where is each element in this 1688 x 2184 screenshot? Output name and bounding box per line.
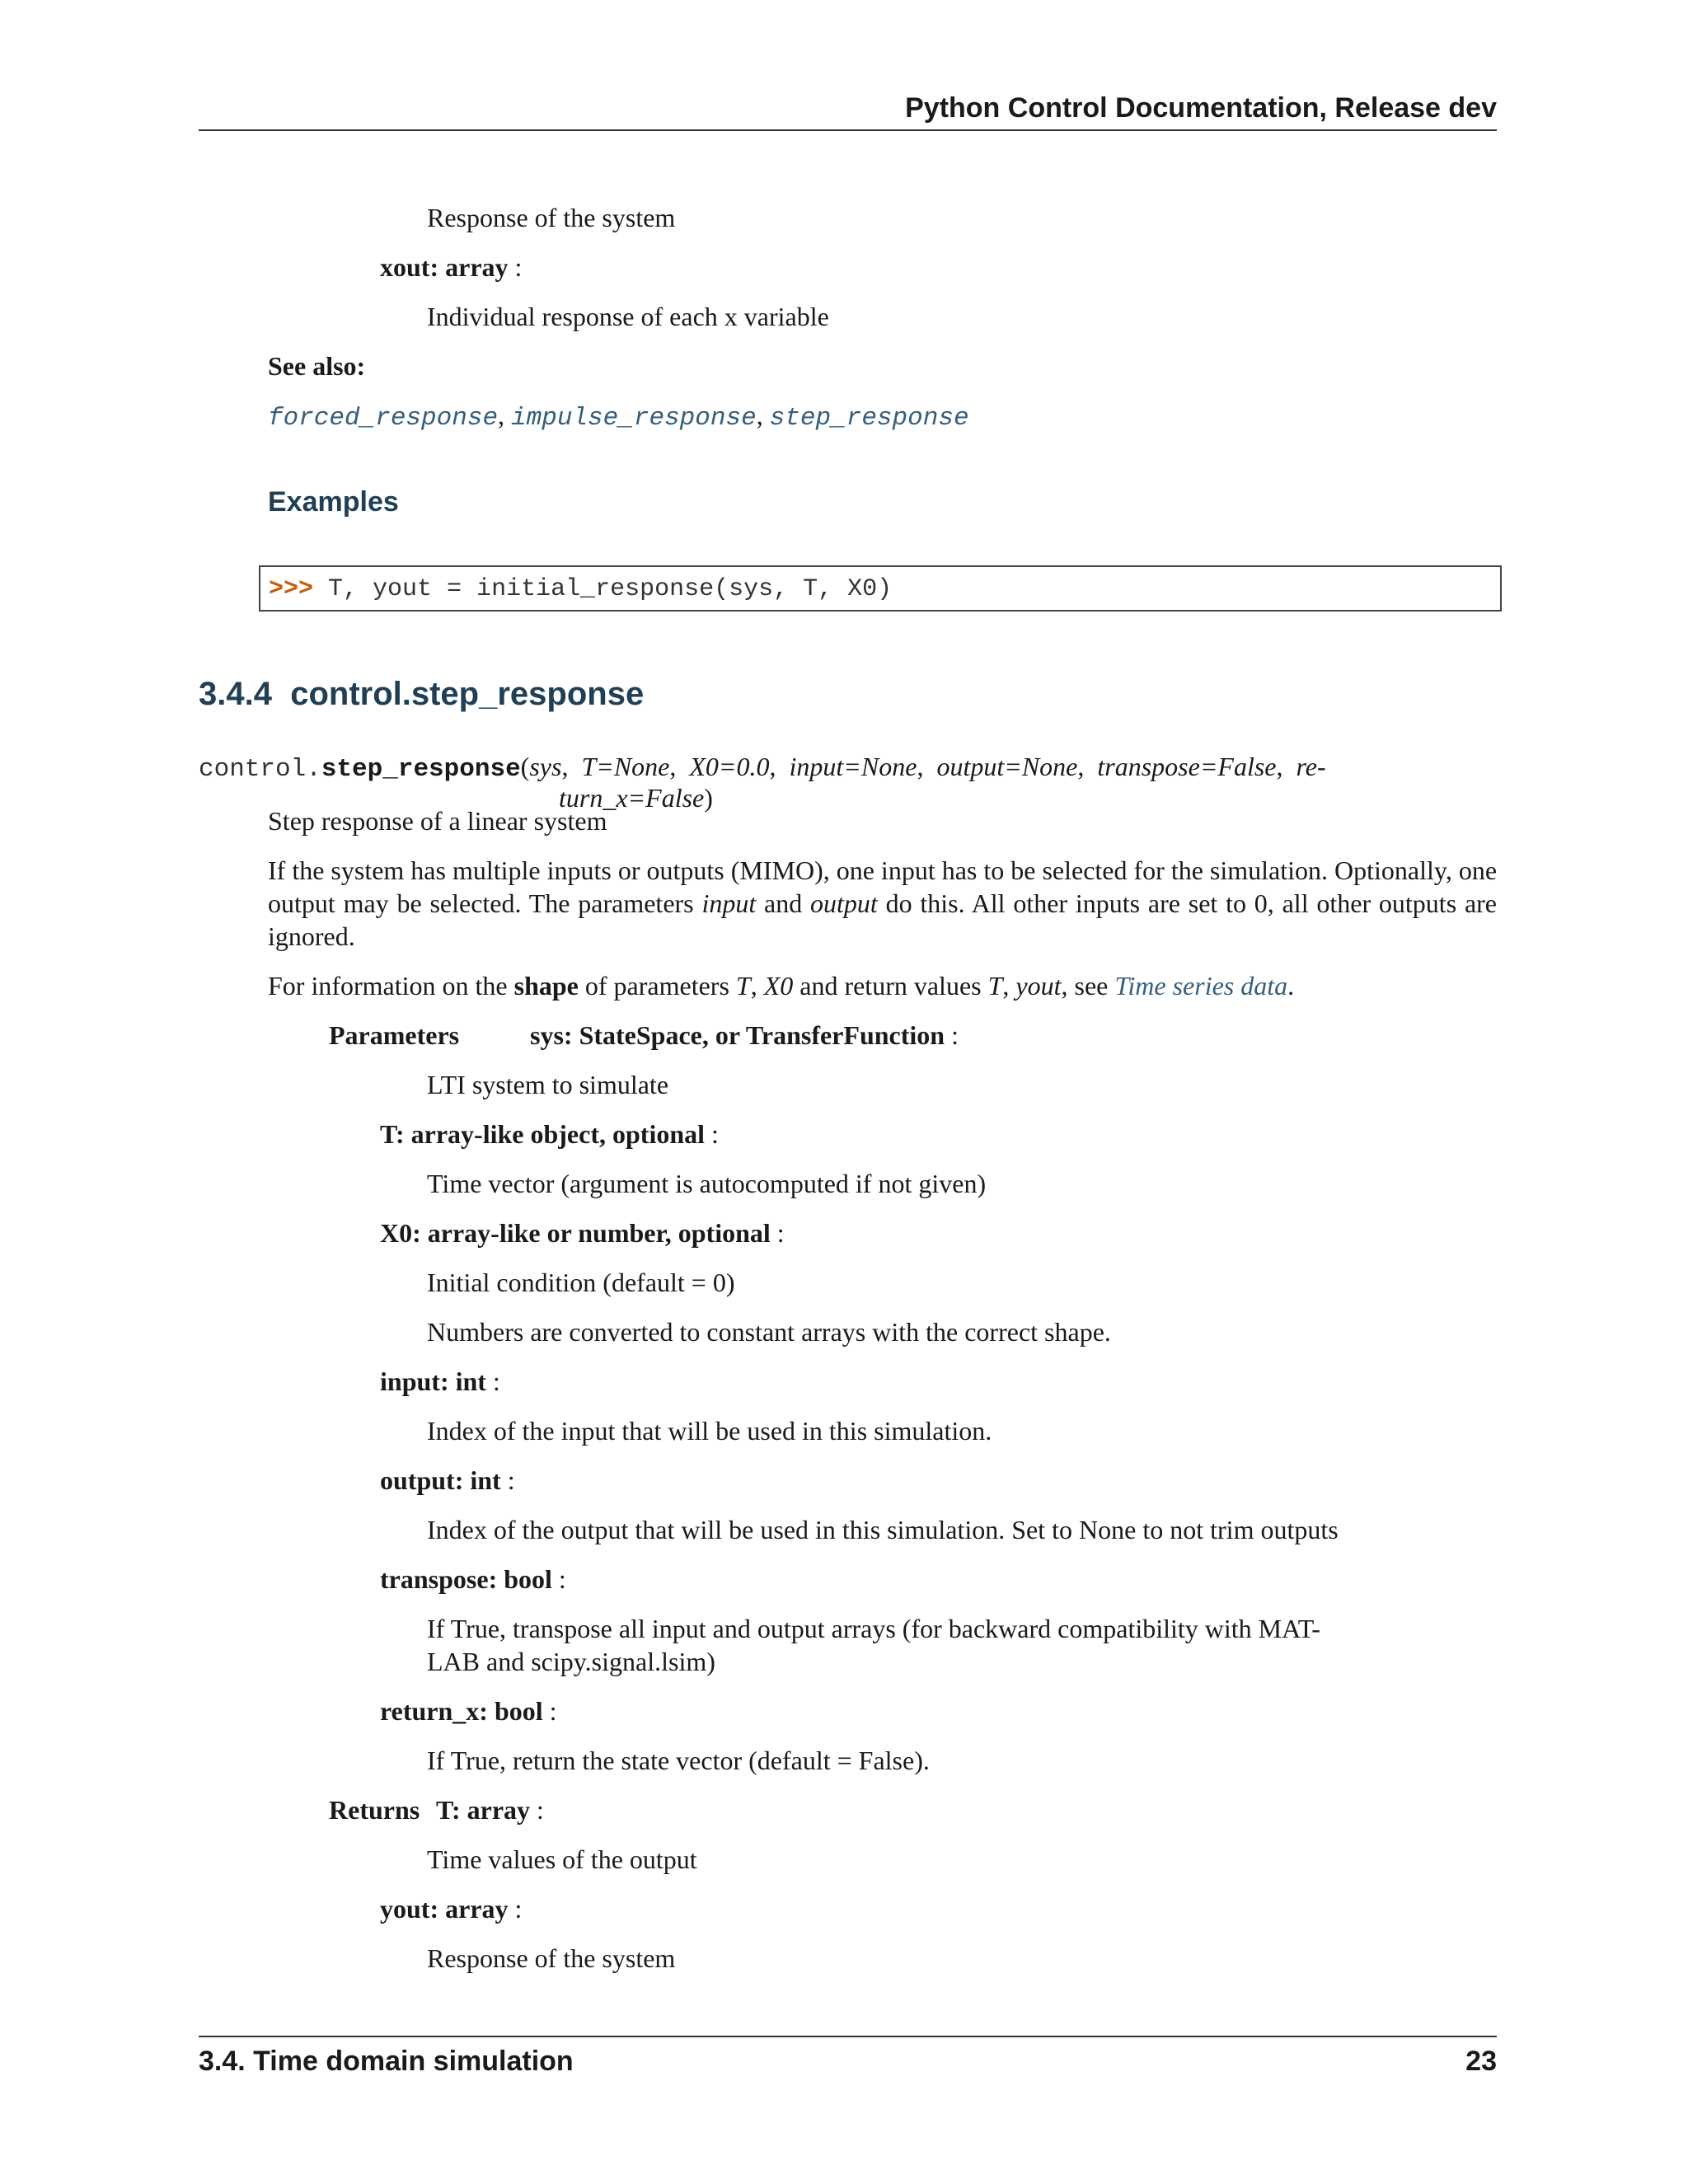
para2-T: T [735,971,751,1001]
param-return-x-name-text: return_x: bool [380,1696,543,1726]
section-title: control.step_response [290,676,645,712]
see-also-links: forced_response, impulse_response, step_response [268,401,969,433]
summary-line: Step response of a linear system [268,806,607,836]
link-impulse-response[interactable]: impulse_response [511,404,757,433]
para2-text-a: For information on the [268,971,514,1001]
sig-param-input: input=None [789,752,917,781]
param-output-name-text: output: int [380,1465,501,1495]
param-sys-name: sys: StateSpace, or TransferFunction : [530,1020,959,1050]
section-heading [199,676,644,713]
running-header: Python Control Documentation, Release dev [905,92,1497,124]
para2-comma-2: , [1002,971,1016,1001]
returns-yout-desc-bottom: Response of the system [427,1943,676,1973]
see-also-label: See also: [268,351,366,381]
code-prompt: >>> [269,575,314,603]
sig-param-output: output=None [936,752,1078,781]
para2-period: . [1287,971,1295,1001]
sig-param-return-x-part2: turn_x=False [559,783,705,813]
description-paragraph-1 [268,854,1497,953]
para1-and: and [756,888,811,918]
param-T-desc: Time vector (argument is autocomputed if not given) [427,1169,987,1198]
para1-text-b: do this. All other inputs are set to 0, all other outputs are ignored. [268,888,1498,951]
footer-rule [199,2036,1497,2037]
sig-module: control. [199,755,321,784]
parameters-label: Parameters [329,1020,460,1050]
code-text: T, yout = initial_response(sys, T, X0) [328,575,893,603]
param-output-desc: Index of the output that will be used in this simulation. Set to None to not trim outputs [427,1515,1339,1544]
param-transpose-name-text: transpose: bool [380,1564,552,1594]
xout-name: xout: array [380,252,509,282]
sig-close-paren: ) [704,783,713,813]
param-return-x-desc: If True, return the state vector (default = False). [427,1746,930,1775]
param-sys-desc: LTI system to simulate [427,1070,669,1099]
returns-T-name-text: T: array [436,1795,531,1825]
function-signature: control.step_response(sys, T=None, X0=0.0, input=None, output=None, transpose=False, re- [199,752,1326,784]
para2-shape: shape [513,971,579,1001]
link-time-series-data[interactable]: Time series data [1114,971,1288,1001]
param-transpose-desc-1: If True, transpose all input and output arrays (for backward compatibility with MAT- [427,1614,1320,1643]
param-input-name-text: input: int [380,1366,486,1396]
para2-text-b: of parameters [578,971,736,1001]
example-code-line [269,575,892,603]
link-step-response[interactable]: step_response [769,404,969,433]
param-return-x-name: return_x: bool : [380,1696,557,1726]
para2-comma-1: , [750,971,764,1001]
example-code-block [259,565,1502,612]
examples-heading: Examples [268,486,399,518]
para2-X0: X0 [763,971,794,1001]
page-number: 23 [1465,2046,1497,2077]
para2-T2: T [987,971,1003,1001]
param-T-name-text: T: array-like object, optional [380,1119,706,1149]
description-paragraph-2 [268,971,1294,1001]
link-forced-response[interactable]: forced_response [268,404,499,433]
para2-text-f: , see [1061,971,1115,1001]
para2-yout: yout [1015,971,1062,1001]
sig-open-paren: ( [520,752,530,781]
returns-xout-desc: Individual response of each x variable [427,302,829,331]
param-input-desc: Index of the input that will be used in this simulation. [427,1416,992,1446]
para1-input: input [701,888,757,918]
param-X0-name-text: X0: array-like or number, optional [380,1218,771,1248]
param-sys-name-text: sys: StateSpace, or TransferFunction [530,1020,945,1050]
section-number: 3.4.4 [199,676,272,712]
returns-yout-desc: Response of the system [427,203,676,232]
param-input-name: input: int : [380,1366,500,1396]
sig-param-X0: X0=0.0 [689,752,770,781]
para2-text-d: and return values [793,971,988,1001]
param-X0-name: X0: array-like or number, optional : [380,1218,785,1248]
returns-T-desc: Time values of the output [427,1844,697,1874]
footer-section: 3.4. Time domain simulation [199,2046,574,2077]
param-T-name: T: array-like object, optional : [380,1119,719,1149]
returns-yout-name-text: yout: array [380,1894,509,1924]
param-output-name: output: int : [380,1465,515,1495]
sig-param-sys: sys [529,752,562,781]
sig-param-transpose: transpose=False [1097,752,1277,781]
header-rule [199,129,1497,131]
returns-T-name: T: array : [436,1795,544,1825]
param-X0-desc-1: Initial condition (default = 0) [427,1268,735,1297]
param-transpose-name: transpose: bool : [380,1564,566,1594]
param-transpose-desc-2: LAB and scipy.signal.lsim) [427,1647,715,1676]
returns-yout-name: yout: array : [380,1894,523,1924]
param-X0-desc-2: Numbers are converted to constant arrays with the correct shape. [427,1317,1111,1347]
para1-text-a: If the system has multiple inputs or outputs (MIMO), one input has to be selected for the simulation. Optionally, one output may be selected. The parameters [268,855,1498,918]
sig-param-return-x-part1: re- [1296,752,1326,781]
returns-label: Returns [329,1795,420,1825]
sig-func-name: step_response [321,755,521,784]
sig-param-T: T=None [581,752,670,781]
para1-output: output [810,888,878,918]
returns-xout-name: xout: array : [380,252,523,282]
